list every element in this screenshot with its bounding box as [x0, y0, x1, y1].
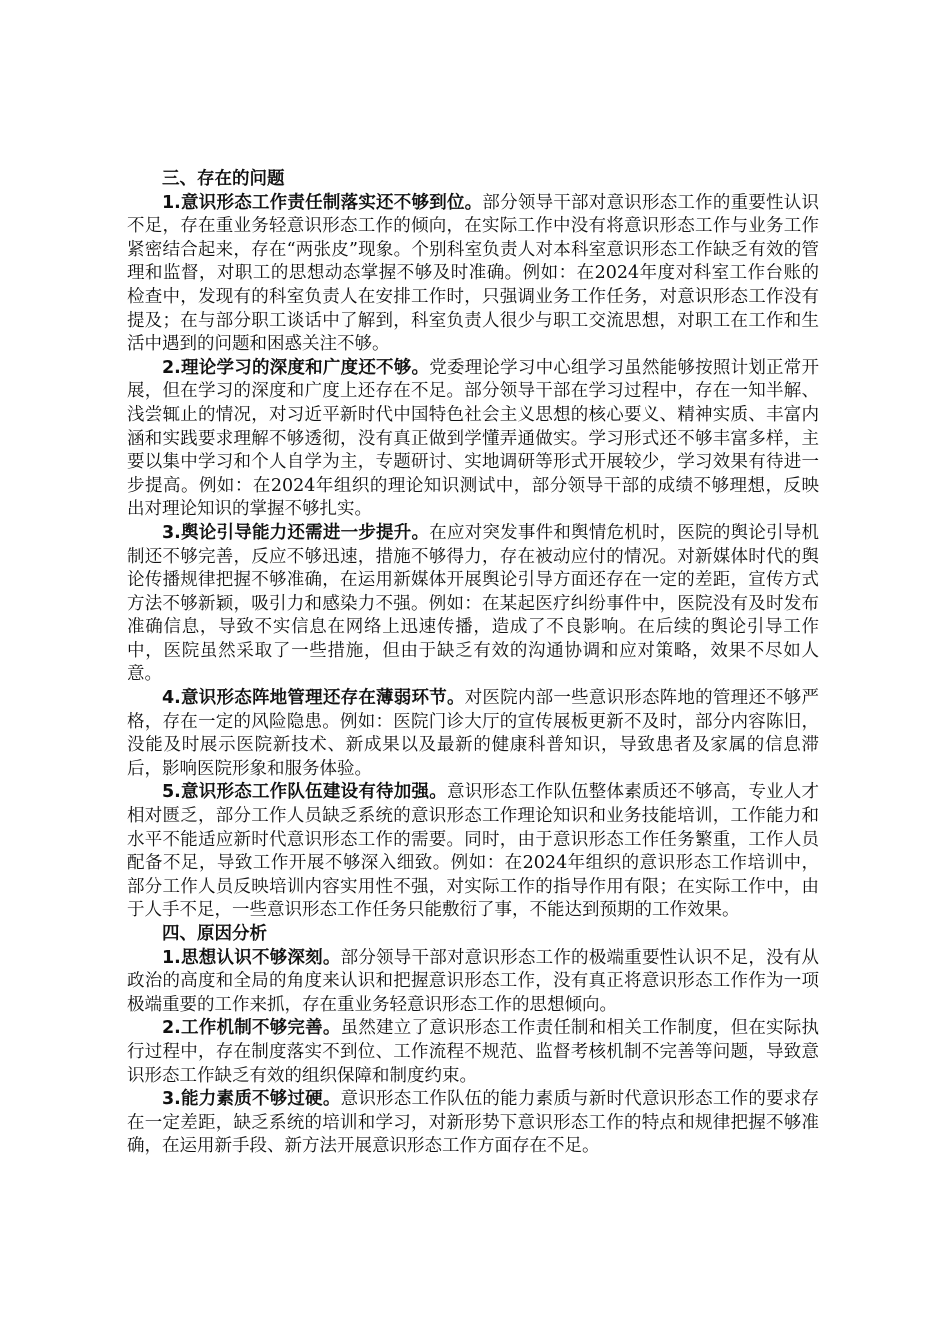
- section-heading-problems: 三、存在的问题: [162, 169, 285, 189]
- paragraph-text: 虽然建立了意识形态工作责任制和相关工作制度，但在实际执行过程中，存在制度落实不到位、工作流程不规范、监督考核机制不完善等问题，导致意识形态工作缺乏有效的组织保障和制度约束。: [127, 1018, 819, 1086]
- paragraph-problem-5: [127, 781, 819, 923]
- paragraph-lead: 4.意识形态阵地管理还存在薄弱环节。: [162, 688, 465, 709]
- paragraph-lead: 1.思想认识不够深刻。: [162, 947, 341, 968]
- paragraph-cause-1: [127, 947, 819, 1018]
- paragraph-cause-2: [127, 1017, 819, 1088]
- paragraph-lead: 3.能力素质不够过硬。: [162, 1089, 341, 1110]
- paragraph-text: 部分领导干部对意识形态工作的极端重要性认识不足，没有从政治的高度和全局的角度来认识和把握意识形态工作，没有真正将意识形态工作作为一项极端重要的工作来抓，存在重业务轻意识形态工作的思想倾向。: [127, 947, 819, 1015]
- document-body: [127, 168, 819, 1159]
- paragraph-problem-3: [127, 522, 819, 687]
- paragraph-lead: 2.工作机制不够完善。: [162, 1018, 341, 1039]
- paragraph-text: 部分领导干部对意识形态工作的重要性认识不足，存在重业务轻意识形态工作的倾向，在实际工作中没有将意识形态工作与业务工作紧密结合起来，存在“两张皮”现象。个别科室负责人对本科室意识形态工作缺乏有效的管理和监督，对职工的思想动态掌握不够及时准确。例如：在2024年度对科室工作台账的检查中，发现有的科室负责人在安排工作时，只强调业务工作任务，对意识形态工作没有提及；在与部分职工谈话中了解到，科室负责人很少与职工交流思想，对职工在工作和生活中遇到的问题和困惑关注不够。: [127, 192, 820, 355]
- paragraph-text: 对医院内部一些意识形态阵地的管理还不够严格，存在一定的风险隐患。例如：医院门诊大厅的宣传展板更新不及时，部分内容陈旧，没能及时展示医院新技术、新成果以及最新的健康科普知识，导致患者及家属的信息滞后，影响医院形象和服务体验。: [127, 688, 819, 779]
- paragraph-problem-4: [127, 687, 819, 781]
- section-heading-causes: 四、原因分析: [162, 924, 267, 944]
- paragraph-text: 党委理论学习中心组学习虽然能够按照计划正常开展，但在学习的深度和广度上还存在不足。部分领导干部在学习过程中，存在一知半解、浅尝辄止的情况，对习近平新时代中国特色社会主义思想的核心要义、精神实质、丰富内涵和实践要求理解不够透彻，没有真正做到学懂弄通做实。学习形式还不够丰富多样，主要以集中学习和个人自学为主，专题研讨、实地调研等形式开展较少，学习效果有待进一步提高。例如：在2024年组织的理论知识测试中，部分领导干部的成绩不够理想，反映出对理论知识的掌握不够扎实。: [127, 357, 819, 520]
- paragraph-lead: 3.舆论引导能力还需进一步提升。: [162, 522, 430, 543]
- paragraph-lead: 1.意识形态工作责任制落实还不够到位。: [162, 192, 483, 213]
- paragraph-problem-2: [127, 357, 819, 522]
- paragraph-lead: 5.意识形态工作队伍建设有待加强。: [162, 782, 447, 803]
- paragraph-cause-3: [127, 1088, 819, 1159]
- paragraph-text: 在应对突发事件和舆情危机时，医院的舆论引导机制还不够完善，反应不够迅速，措施不够得力，存在被动应付的情况。对新媒体时代的舆论传播规律把握不够准确，在运用新媒体开展舆论引导方面还存在一定的差距，宣传方式方法不够新颖，吸引力和感染力不强。例如：在某起医疗纠纷事件中，医院没有及时发布准确信息，导致不实信息在网络上迅速传播，造成了不良影响。在后续的舆论引导工作中，医院虽然采取了一些措施，但由于缺乏有效的沟通协调和应对策略，效果不尽如人意。: [127, 522, 819, 685]
- paragraph-text: 意识形态工作队伍整体素质还不够高，专业人才相对匮乏，部分工作人员缺乏系统的意识形态工作理论知识和业务技能培训，工作能力和水平不能适应新时代意识形态工作的需要。同时，由于意识形态工作任务繁重，工作人员配备不足，导致工作开展不够深入细致。例如：在2024年组织的意识形态工作培训中，部分工作人员反映培训内容实用性不强，对实际工作的指导作用有限；在实际工作中，由于人手不足，一些意识形态工作任务只能敷衍了事，不能达到预期的工作效果。: [127, 782, 820, 921]
- paragraph-lead: 2.理论学习的深度和广度还不够。: [162, 357, 430, 378]
- paragraph-text: 意识形态工作队伍的能力素质与新时代意识形态工作的要求存在一定差距，缺乏系统的培训和学习，对新形势下意识形态工作的特点和规律把握不够准确，在运用新手段、新方法开展意识形态工作方面存在不足。: [127, 1089, 819, 1157]
- paragraph-problem-1: [127, 192, 819, 357]
